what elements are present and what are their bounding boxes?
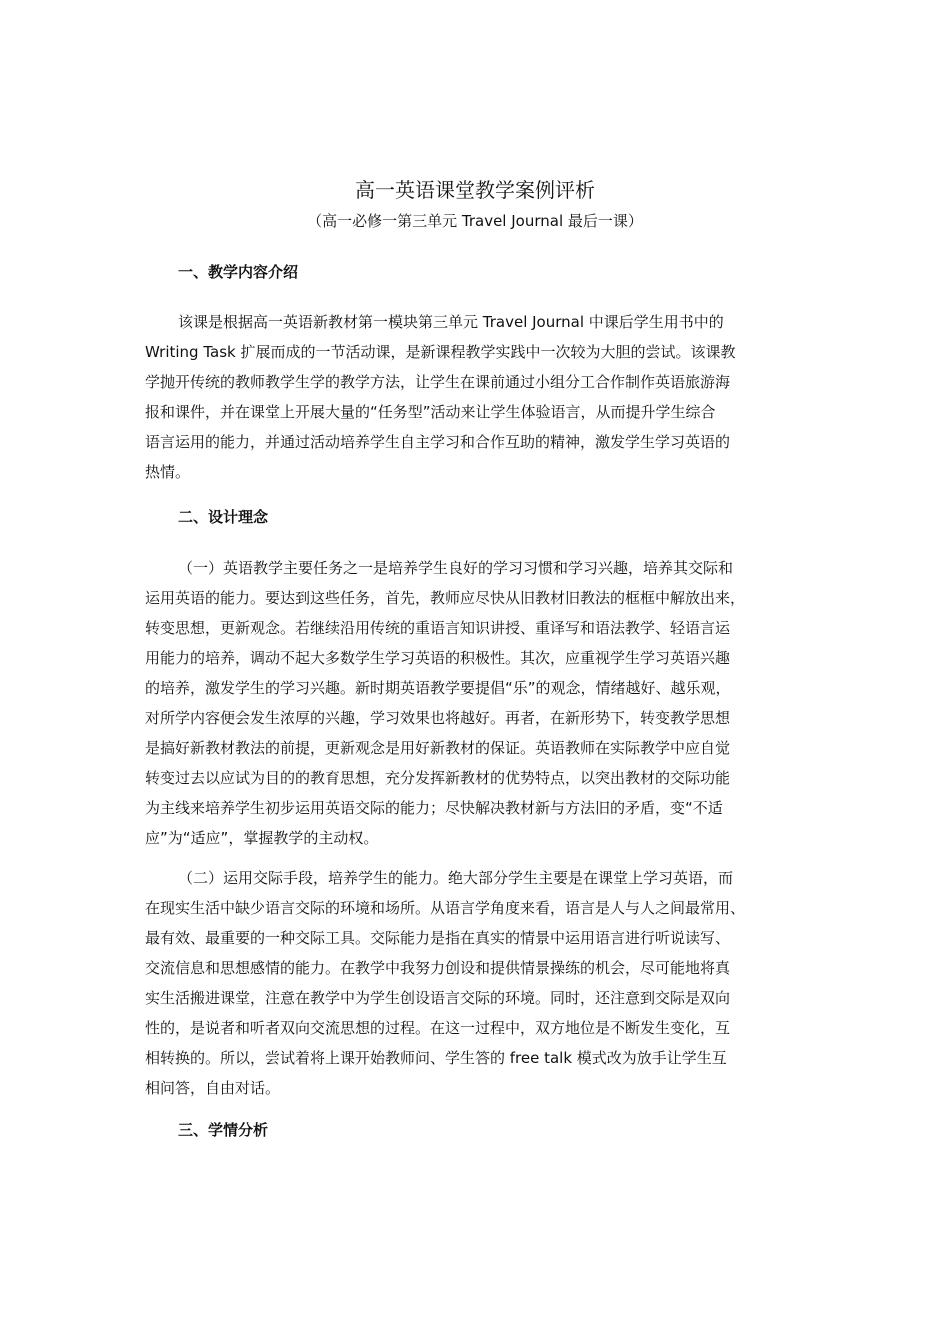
paragraph-line: 为主线来培养学生初步运用英语交际的能力；尽快解决教材新与方法旧的矛盾，变“不适 [145,799,723,817]
section-2-paragraph-2 [145,863,810,1103]
paragraph-line: 该课是根据高一英语新教材第一模块第三单元 Travel Journal 中课后学生用书中的 [178,313,724,331]
paragraph-line: 运用英语的能力。要达到这些任务，首先，教师应尽快从旧教材旧教法的框框中解放出来， [145,589,746,607]
paragraph-line: 用能力的培养，调动不起大多数学生学习英语的积极性。其次，应重视学生学习英语兴趣 [145,649,731,667]
paragraph-line: 在现实生活中缺少语言交际的环境和场所。从语言学角度来看，语言是人与人之间最常用、 [145,899,746,917]
paragraph-line: 是搞好新教材教法的前提，更新观念是用好新教材的保证。英语教师在实际教学中应自觉 [145,739,731,757]
paragraph-line: 交流信息和思想感情的能力。在教学中我努力创设和提供情景操练的机会，尽可能地将真 [145,959,731,977]
paragraph-line: 实生活搬进课堂，注意在教学中为学生创设语言交际的环境。同时，还注意到交际是双向 [145,989,731,1007]
paragraph-line: 语言运用的能力，并通过活动培养学生自主学习和合作互助的精神，激发学生学习英语的 [145,433,731,451]
paragraph-line: 的培养，激发学生的学习兴趣。新时期英语教学要提倡“乐”的观念，情绪越好、越乐观， [145,679,731,697]
section-heading-2: 二、设计理念 [178,508,269,526]
paragraph-line: 转变过去以应试为目的的教育思想，充分发挥新教材的优势特点，以突出教材的交际功能 [145,769,731,787]
paragraph-line: （一）英语教学主要任务之一是培养学生良好的学习习惯和学习兴趣，培养其交际和 [178,559,734,577]
paragraph-line: Writing Task 扩展而成的一节活动课，是新课程教学实践中一次较为大胆的尝试。该课教 [145,343,736,361]
section-heading-3: 三、学情分析 [178,1121,269,1139]
section-1-paragraph-1 [145,307,810,487]
paragraph-line: 对所学内容便会发生浓厚的兴趣，学习效果也将越好。再者，在新形势下，转变教学思想 [145,709,731,727]
paragraph-line: 最有效、最重要的一种交际工具。交际能力是指在真实的情景中运用语言进行听说读写、 [145,929,731,947]
document-subtitle: （高一必修一第三单元 Travel Journal 最后一课） [307,212,643,230]
paragraph-line: 报和课件，并在课堂上开展大量的“任务型”活动来让学生体验语言，从而提升学生综合 [145,403,716,421]
paragraph-line: 应”为“适应”，掌握教学的主动权。 [145,829,379,847]
paragraph-line: 性的，是说者和听者双向交流思想的过程。在这一过程中，双方地位是不断发生变化，互 [145,1019,731,1037]
paragraph-line: 转变思想，更新观念。若继续沿用传统的重语言知识讲授、重译写和语法教学、轻语言运 [145,619,731,637]
section-2-paragraph-1 [145,553,810,853]
paragraph-line: （二）运用交际手段，培养学生的能力。绝大部分学生主要是在课堂上学习英语，而 [178,869,734,887]
paragraph-line: 学抛开传统的教师教学生学的教学方法，让学生在课前通过小组分工合作制作英语旅游海 [145,373,731,391]
section-heading-1: 一、教学内容介绍 [178,263,299,281]
document-title: 高一英语课堂教学案例评析 [355,178,595,202]
paragraph-line: 热情。 [145,463,191,481]
paragraph-line: 相转换的。所以，尝试着将上课开始教师问、学生答的 free talk 模式改为放手让学生互 [145,1049,727,1067]
paragraph-line: 相问答，自由对话。 [145,1079,281,1097]
